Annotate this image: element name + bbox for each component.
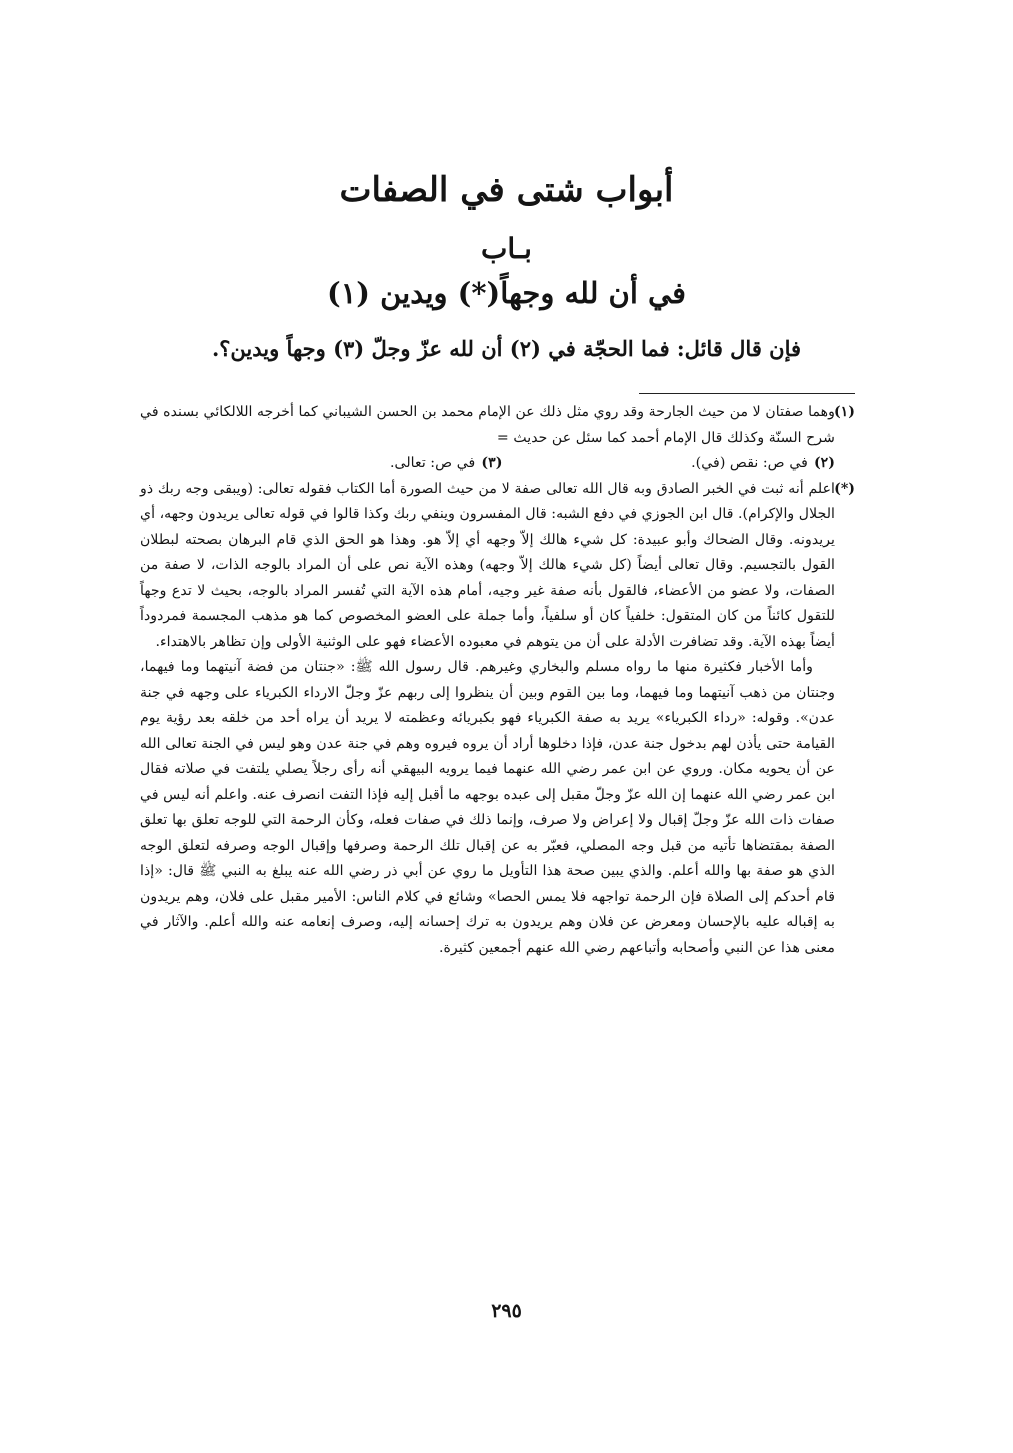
chapter-title: أبواب شتى في الصفات bbox=[339, 170, 674, 210]
footnote-text: في ص: تعالى. bbox=[390, 455, 476, 471]
footnote-star bbox=[140, 477, 855, 656]
footnote-text: اعلم أنه ثبت في الخبر الصادق وبه قال الله تعالى صفة لا من حيث الصورة أما الكتاب فقوله تعالى: (ويبقى وجه ربك ذو الجلال والإكرام). قال ابن الجوزي في دفع الشبه: قال المفسرون وينفي ربك وكذا قالوا في قوله تعالى يريدون وجهه، أي يريدونه. وقال الضحاك وأبو عبيدة: كل شيء هالك إلاّ وجهه أي إلاّ هو. وهذا هو الحق الذي قام البرهان بصحته لبطلان القول بالتجسيم. وقال تعالى أيضاً (كل شيء هالك إلاّ وجهه) وهذه الآية نص على أن المراد بالوجه الذات، لا صفة من الصفات، ولا عضو من الأعضاء، فالقول بأنه صفة غير وجيه، أمام هذه الآية التي تُفسر المراد بالوجه، بحيث لا تدع وجهاً للتقول كائناً من كان المتقول: خلفياً كان أو سلفياً، وأما جملة على العضو المخصوص كما هو مذهب المجسمة فمردوداً أيضاً بهذه الآية. وقد تضافرت الأدلة على أن من يتوهم في معبوده الأعضاء فهو على الوثنية الأولى وإن تظاهر بالاهتداء. bbox=[140, 480, 835, 650]
footnotes bbox=[140, 400, 855, 961]
footnote-divider bbox=[639, 393, 855, 394]
footnote-2 bbox=[691, 451, 835, 477]
footnote-text: في ص: نقص (في). bbox=[691, 455, 808, 471]
question-text: فإن قال قائل: فما الحجّة في (٢) أن لله عزّ وجلّ (٣) وجهاً ويدين؟. bbox=[211, 336, 802, 361]
footnote-marker: (٣) bbox=[481, 455, 503, 471]
footnote-3 bbox=[390, 451, 502, 477]
footnote-text: وهما صفتان لا من حيث الجارحة وقد روي مثل ذلك عن الإمام محمد بن الحسن الشيباني كما أخرجه اللالكائي بسنده في شرح السنّة وكذلك قال الإمام أحمد كما سئل عن حديث = bbox=[140, 404, 835, 446]
section-title: في أن لله وجهاً(*) ويدين (١) bbox=[326, 276, 687, 310]
section-label: بـاب bbox=[481, 232, 532, 265]
footnote-star-continuation: وأما الأخبار فكثيرة منها ما رواه مسلم والبخاري وغيرهم. قال رسول الله ﷺ: «جنتان من فضة آنيتهما وما فيهما، وجنتان من ذهب آنيتهما وما فيهما، وما بين القوم وبين أن ينظروا إلى ربهم عزّ وجلّ الارداء الكبرياء على وجهه في جنة عدن». وقوله: «رداء الكبرياء» يريد به صفة الكبرياء فهو بكبريائه وعظمته لا يريد أن يراه أحد من خلقه بعد رؤية يوم القيامة حتى يأذن لهم بدخول جنة عدن، فإذا دخلوها أراد أن يروه فيروه وهم في جنة عدن وهو ليس في الجنة تعالى الله عن أن يحويه مكان. وروي عن ابن عمر رضي الله عنهما فيما يرويه البيهقي أنه رأى رجلاً يصلي يلتفت في صلاته فقال ابن عمر رضي الله عنهما إن الله عزّ وجلّ مقبل إلى عبده بوجهه ما أقبل إليه فإذا التفت انصرف عنه. واعلم أنه ليس في صفات ذات الله عزّ وجلّ إقبال ولا إعراض ولا صرف، وإنما ذلك في صفات فعله، وكأن الرحمة التي للوجه تعلق بها تعلق الصفة بمقتضاها تأتيه من قبل وجه المصلي، فعبّر به عن إقبال تلك الرحمة وصرفها وإقبال الوجه وصرفه لتعلق الوجه الذي هو صفة بها والله أعلم. والذي يبين صحة هذا التأويل ما روي عن أبي ذر رضي الله عنه يبلغ به النبي ﷺ قال: «إذا قام أحدكم إلى الصلاة فإن الرحمة تواجهه فلا يمس الحصا» وشائع في كلام الناس: الأمير مقبل على فلان، وهم يريدون به إقباله عليه بالإحسان ومعرض عن فلان وهم يريدون به ترك إحسانه إليه، وصرف إنعامه عنه والله أعلم. والآثار في معنى هذا عن النبي وأصحابه وأتباعهم رضي الله عنهم أجمعين كثيرة. bbox=[140, 659, 835, 956]
page-number: ٢٩٥ bbox=[491, 1300, 522, 1322]
footnote-marker: (*) bbox=[834, 480, 855, 497]
footnote-1 bbox=[140, 400, 855, 451]
footnotes-row-2-3 bbox=[140, 451, 855, 477]
footnote-marker: (١) bbox=[833, 404, 855, 420]
footnote-marker: (٢) bbox=[813, 455, 835, 471]
